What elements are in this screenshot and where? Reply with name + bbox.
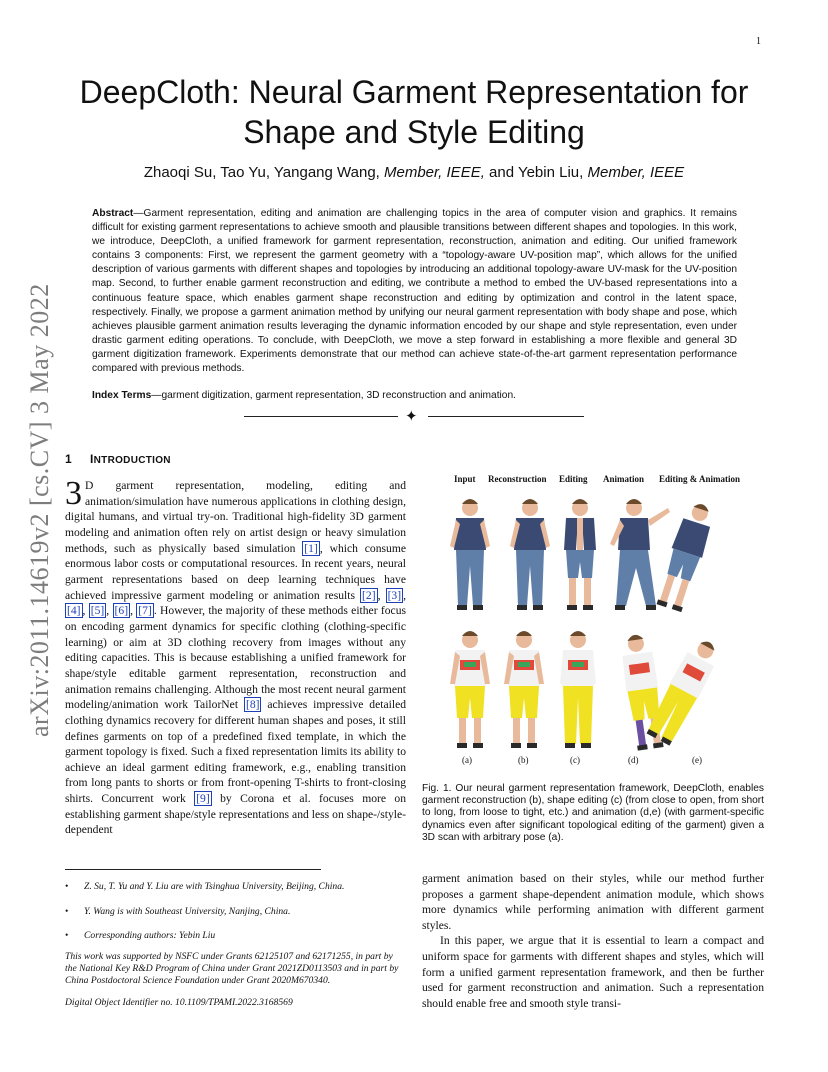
- fig-sublabel: (c): [570, 755, 580, 765]
- index-terms: [92, 390, 737, 401]
- abstract-text: —Garment representation, editing and animation are challenging topics in the area of computer vision and graphics. It remains difficult for existing garment representations to achieve smooth and plausible transitions between different shapes and topologies. In this work, we introduce, DeepCloth, a unified framework for garment representation, reconstruction, animation and editing. Our unified framework contains 3 components: First, we represent the garment geometry with a “topology-aware UV-position map”, which allows for the unified description of various garments with different shapes and topologies by introducing an additional topology-aware UV-mask for the UV-position map. Second, to further enable garment reconstruction and editing, we contribute a method to embed the UV-based representations into a continuous feature space, which enables garment shape reconstruction and editing by optimization and control in the latent space, respectively. Finally, we propose a garment animation method by unifying our neural garment representation with body shape and pose, which achieves plausible garment animation results leveraging the dynamic information encoded by our shape and style representation, even under drastic garment editing operations. To conclude, with DeepCloth, we move a step forward in establishing a more flexible and general 3D garment digitization framework. Experiments demonstrate that our method can achieve state-of-the-art garment representation performance compared with previous methods.: [92, 208, 737, 375]
- section-number: 1: [65, 452, 72, 466]
- section-title-initial: I: [90, 452, 94, 466]
- abstract: [92, 207, 737, 376]
- fig-column-label: Editing & Animation: [659, 474, 741, 484]
- person-figure: [610, 499, 670, 610]
- text-run: D garment representation, modeling, editing and animation/simulation have numerous applications in clothing design, digital humans, and virtual try-on. Traditional high-fidelity 3D garment modeling and animation often rely on artist design or heavy simulation methods, such as physically based simulation: [65, 479, 406, 555]
- person-figure: [504, 631, 544, 748]
- fig-column-label: Animation: [603, 474, 645, 484]
- paper-title: DeepCloth: Neural Garment Representation for Shape and Style Editing: [79, 74, 749, 150]
- divider-line-left: [244, 416, 398, 417]
- divider-star-icon: ✦: [405, 409, 418, 425]
- fig-sublabel: (d): [628, 755, 639, 765]
- person-figure: [450, 499, 490, 610]
- citation-link[interactable]: [5]: [90, 604, 105, 618]
- arxiv-identifier: arXiv:2011.14619v2 [cs.CV] 3 May 2022: [25, 283, 54, 737]
- abstract-label: Abstract: [92, 208, 134, 219]
- person-figure: [619, 633, 667, 751]
- intro-continuation: [422, 871, 764, 1011]
- authors-mid: and Yebin Liu,: [484, 164, 588, 181]
- doi-note: Digital Object Identifier no. 10.1109/TPAMI.2022.3168569: [65, 997, 293, 1008]
- footnote-corresponding: [65, 930, 406, 942]
- section-title-rest: NTRODUCTION: [93, 455, 171, 466]
- citation-link[interactable]: [1]: [304, 541, 318, 555]
- citation-link[interactable]: [3]: [387, 588, 402, 602]
- divider-line-right: [428, 416, 584, 417]
- bullet-icon: •: [65, 881, 69, 892]
- authors-prefix: Zhaoqi Su, Tao Yu, Yangang Wang,: [143, 164, 384, 181]
- fig-column-label: Editing: [559, 474, 588, 484]
- citation-link[interactable]: [8]: [245, 698, 260, 712]
- fig-sublabel: (b): [518, 755, 529, 765]
- figure-rendering: [422, 488, 764, 768]
- index-terms-text: —garment digitization, garment representation, 3D reconstruction and animation.: [151, 390, 516, 401]
- text-run: by Corona et al. focuses more on establishing garment shape/style representations and less on shape-/style-dependent: [65, 792, 406, 837]
- drop-cap: 3: [65, 475, 82, 512]
- funding-note: This work was supported by NSFC under Grants 62125107 and 62171255, in part by the National Key R&D Program of China under Grant 2021ZD0113503 and in part by China Postdoctoral Science Foundation under Grant 2020M670340.: [65, 951, 399, 987]
- footnote-rule: [65, 869, 321, 870]
- fig-sublabel: (a): [462, 755, 472, 765]
- bullet-icon: •: [65, 930, 69, 941]
- section-title: [90, 452, 171, 466]
- paragraph: In this paper, we argue that it is essential to learn a compact and uniform space for garments with different shapes and styles, which will form a unified garment representation framework, and then be further used for garment reconstruction and animation. Such a representation should enable free and smooth style transi-: [422, 934, 764, 1010]
- footnote-affiliation-1: [65, 881, 406, 893]
- person-figure: [450, 631, 490, 748]
- member-affiliation-2: Member, IEEE: [587, 164, 685, 181]
- page-number: 1: [756, 36, 761, 47]
- person-figure: [560, 631, 596, 748]
- person-figure: [564, 499, 596, 610]
- figure-caption: Fig. 1. Our neural garment representation framework, DeepCloth, enables garment reconstruction (b), shape editing (c) (from close to open, from short to long, from loose to tight, etc.) and animation (d,e) (with garment-specific dynamics even after significant topological editing of the garment) given a 3D scan with arbitrary pose (a).: [422, 783, 764, 843]
- text-run: , which consume enormous labor costs or computational resources. In recent years, neural garment representations based on deep learning techniques have achieved impressive garment modeling or animation results: [65, 541, 406, 602]
- member-affiliation-1: Member, IEEE,: [384, 164, 485, 181]
- citation-link[interactable]: [4]: [67, 604, 81, 618]
- figure-1: [422, 474, 764, 774]
- person-figure: [510, 499, 550, 610]
- citation-link[interactable]: [7]: [138, 604, 152, 618]
- footnote-affiliation-2: [65, 906, 406, 918]
- footnote-text: Z. Su, T. Yu and Y. Liu are with Tsinghua University, Beijing, China.: [84, 881, 345, 892]
- citation-link[interactable]: [6]: [114, 604, 129, 618]
- index-terms-label: Index Terms: [92, 390, 152, 401]
- text-run: achieves impressive detailed clothing dynamics recovery for different human shapes and poses, it still defines garments on top of a predefined fixed template, in which the garment topology is fixed. Such a fixed representation limits its ability to achieve an ideal garment editing framework, e.g., enabling transition from long pants to shorts or from front-opening T-shirts to front-closing shirts. Concurrent work: [65, 698, 407, 806]
- text-run: . However, the majority of these methods either focus on encoding garment dynamics for specific clothing (clothing-specific learning) or aim at 3D clothing recovery from images without any editing capacities. This is because establishing a unified framework for shape/style editable garment representation, reconstruction and animation remains challenging. Although the most recent neural garment modeling/animation work TailorNet: [65, 604, 407, 712]
- intro-paragraph: 3 D garment representation, modeling, editing and animation/simulation have numerous applications in clothing design, digital humans, and virtual try-on. Traditional high-fidelity 3D garment modeling and animation often rely on artist design or heavy simulation methods, such as physically based simulation [1] , which consume enormous labor costs or computational resources. In recent years, neural garment representations based on deep learning techniques have achieved impressive garment modeling or animation results [2] , [3] , [4] , [5] , [6] , [7] . However, the majority of these methods either focus on encoding garment dynamics for specific clothing (clothing-specific learning) or aim at 3D clothing recovery from images without any editing capacities. This is because establishing a unified framework for shape/style editable garment representation, reconstruction and animation remains challenging. Although the most recent neural garment modeling/animation work TailorNet [8] achieves impressive detailed clothing dynamics recovery for different human shapes and poses, it still defines garments on top of a predefined fixed template, in which the garment topology is fixed. Such a fixed representation limits its ability to achieve an ideal garment editing framework, e.g., enabling transition from long pants to shorts or from front-opening T-shirts to front-closing shirts. Concurrent work [9] by Corona et al. focuses more on establishing garment shape/style representations and less on shape-/style-dependent: [65, 475, 407, 837]
- footnote-text: Corresponding authors: Yebin Liu: [84, 930, 216, 941]
- fig-column-label: Input: [454, 474, 476, 484]
- bullet-icon: •: [65, 906, 69, 917]
- fig-column-label: Reconstruction: [488, 474, 547, 484]
- fig-sublabel: (e): [692, 755, 702, 765]
- footnote-text: Y. Wang is with Southeast University, Nanjing, China.: [84, 906, 291, 917]
- paragraph: garment animation based on their styles, while our method further proposes a garment shape-dependent animation module, which shows more dynamics while performing animation with different garment styles.: [422, 872, 764, 932]
- author-list: [60, 164, 768, 181]
- citation-link[interactable]: [2]: [362, 588, 376, 602]
- citation-link[interactable]: [9]: [196, 792, 210, 806]
